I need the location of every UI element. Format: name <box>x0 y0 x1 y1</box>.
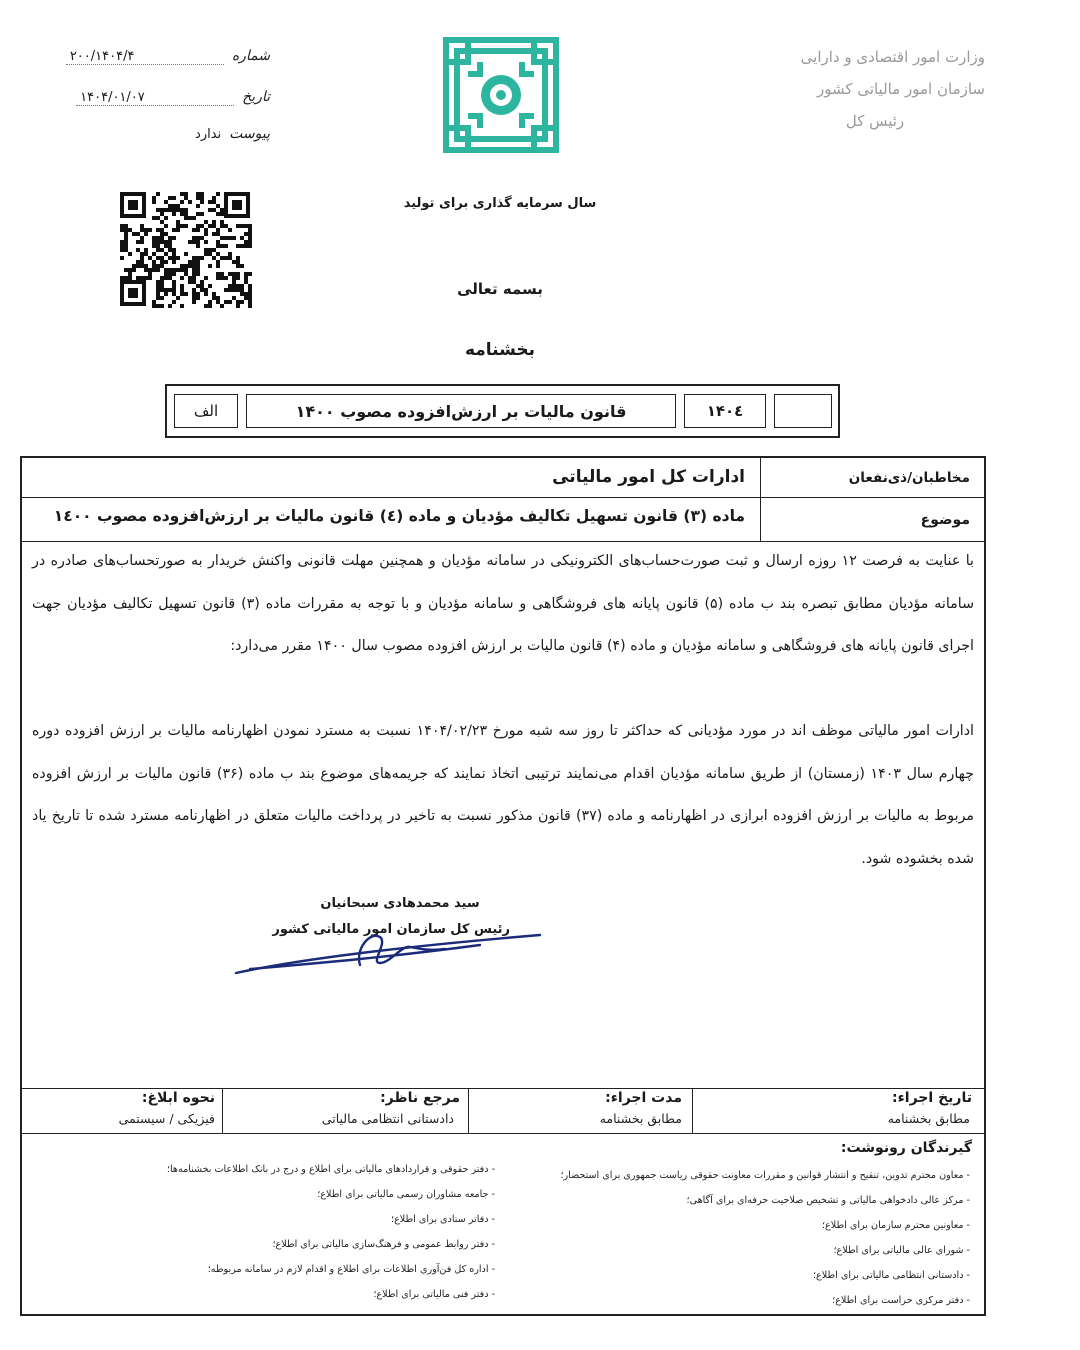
cc-list-right <box>500 1170 970 1320</box>
year-motto: سال سرمایه گذاری برای تولید <box>403 196 597 211</box>
exec-date-value: مطابق بخشنامه <box>887 1111 970 1126</box>
signatory-title: رئیس کل سازمان امور مالیاتی کشور <box>272 922 510 937</box>
cc-item: - دفتر روابط عمومی و فرهنگ‌سازی مالیاتی برای اطلاع؛ <box>272 1239 495 1250</box>
cc-item: - شورای عالی مالیاتی برای اطلاع؛ <box>833 1245 970 1256</box>
cc-item: - مرکز عالی دادخواهی مالیاتی و تشخیص صلاحیت حرفه‌ای برای آگاهی؛ <box>686 1195 970 1206</box>
cc-item: - معاون محترم تدوین، تنقیح و انتشار قوانین و مقررات معاونت حقوقی ریاست جمهوری برای استحضار؛ <box>560 1170 970 1181</box>
footer-col-divider-2 <box>468 1088 469 1134</box>
duration-value: مطابق بخشنامه <box>599 1111 682 1126</box>
qr-code <box>118 190 252 308</box>
supervisor-value: دادستانی انتظامی مالیاتی <box>321 1111 454 1126</box>
footer-col-divider-3 <box>222 1088 223 1134</box>
addressee-label: مخاطبان/ذی‌نفعان <box>848 470 970 486</box>
reference-block <box>70 48 270 142</box>
body-paragraph-1: با عنایت به فرصت ۱۲ روزه ارسال و ثبت صورت‌حساب‌های الکترونیکی در سامانه مؤدیان و همچنین مهلت قانونی واکنش خریدار به صورتحساب‌های صادره در سامانه مؤدیان مطابق تبصره بند ب ماده (۵) قانون پایانه های فروشگاهی و سامانه مؤدیان و با توجه به مقررات ماده (۳) قانون تسهیل تکالیف مؤدیان جهت اجرای قانون پایانه های فروشگاهی و سامانه مؤدیان و ماده (۴) قانون مالیات بر ارزش افزوده مصوب سال ۱۴۰۰ مقرر می‌دارد: <box>32 553 974 654</box>
duration-label: مدت اجراء: <box>605 1090 682 1106</box>
cc-item: - دادستانی انتظامی مالیاتی برای اطلاع؛ <box>812 1270 970 1281</box>
body-paragraph-2: ادارات امور مالیاتی موظف اند در مورد مؤدیانی که حداکثر تا روز سه شبه مورخ ۱۴۰۴/۰۲/۲۳ نسبت به مسترد نمودن اظهارنامه مالیات بر ارزش افزوده دوره چهارم سال ۱۴۰۳ (زمستان) از طریق سامانه مؤدیان اقدام می‌نمایند ترتیبی اتخاذ نمایند که جریمه‌های موضوع بند ب ماده (۳۶) قانون مالیات بر ارزش افزوده مربوط به مالیات بر ارزش افزوده ابرازی در اظهارنامه و ماده (۳۷) قانون مذکور نسبت به تاخیر در پرداخت مالیات متعلق در اظهارنامه مسترد شده تا تاریخ یاد شده بخشوده شود. <box>32 723 975 867</box>
date-value: ۱۴۰۴/۰۱/۰۷ <box>76 90 234 106</box>
date-label: تاریخ <box>242 89 270 105</box>
ministry-line-2: سازمان امور مالیاتی کشور <box>817 80 985 98</box>
tax-organization-logo <box>442 36 560 154</box>
header-divider-1 <box>20 497 986 498</box>
code-year-cell: ۱۴۰٤ <box>684 394 766 428</box>
signatory-name: سید محمدهادی سبحانیان <box>320 896 480 911</box>
cc-item: - معاونین محترم سازمان برای اطلاع؛ <box>821 1220 970 1231</box>
footer-divider-bottom <box>20 1133 986 1134</box>
number-value: ۲۰۰/۱۴۰۴/۴ <box>66 49 224 65</box>
code-law-title-cell: قانون مالیات بر ارزش‌افزوده مصوب ۱۴۰۰ <box>246 394 676 428</box>
footer-col-divider-1 <box>692 1088 693 1134</box>
cc-item: - دفتر حقوقی و قراردادهای مالیاتی برای اطلاع و درج در بانک اطلاعات بخشنامه‌ها؛ <box>166 1164 495 1175</box>
supervisor-label: مرجع ناظر: <box>380 1090 460 1106</box>
cc-item: - دفاتر ستادی برای اطلاع؛ <box>391 1214 495 1225</box>
cc-item: - اداره کل فن‌آوری اطلاعات برای اطلاع و اقدام لازم در سامانه مربوطه؛ <box>207 1264 495 1275</box>
footer-divider-top <box>20 1088 986 1089</box>
subject-label: موضوع <box>920 512 970 528</box>
attachment-value: ندارد <box>195 127 222 142</box>
header-vertical-divider <box>760 456 761 542</box>
ministry-line-1: وزارت امور اقتصادی و دارایی <box>800 48 985 66</box>
notify-label: نحوه ابلاغ: <box>141 1090 215 1106</box>
subject-value: ماده (۳) قانون تسهیل تکالیف مؤدیان و ماده (٤) قانون مالیات بر ارزش‌افزوده مصوب ۱٤۰۰ <box>53 507 745 525</box>
code-number-cell <box>774 394 832 428</box>
date-row <box>70 89 270 106</box>
ministry-line-3: رئیس کل <box>845 112 905 130</box>
number-row <box>70 48 270 65</box>
number-label: شماره <box>231 48 270 64</box>
ministry-header <box>765 48 985 130</box>
notify-value: فیزیکی / سیستمی <box>118 1111 215 1126</box>
document-type: بخشنامه <box>464 340 536 360</box>
cc-item: - جامعه مشاوران رسمی مالیاتی برای اطلاع؛ <box>317 1189 495 1200</box>
attachment-row <box>70 126 270 142</box>
cc-list-left <box>95 1164 495 1314</box>
circular-code-box <box>165 384 840 438</box>
handwritten-signature <box>230 905 550 985</box>
exec-date-label: تاریخ اجراء: <box>892 1090 972 1106</box>
code-series-cell: الف <box>174 394 238 428</box>
addressee-value: ادارات کل امور مالیاتی <box>552 467 745 487</box>
cc-title: گیرندگان رونوشت: <box>840 1140 972 1156</box>
bismillah: بسمه تعالی <box>457 280 543 298</box>
attachment-label: پیوست <box>229 126 270 142</box>
cc-item: - دفتر فنی مالیاتی برای اطلاع؛ <box>373 1289 495 1300</box>
cc-item: - دفتر مرکزی حراست برای اطلاع؛ <box>832 1295 970 1306</box>
